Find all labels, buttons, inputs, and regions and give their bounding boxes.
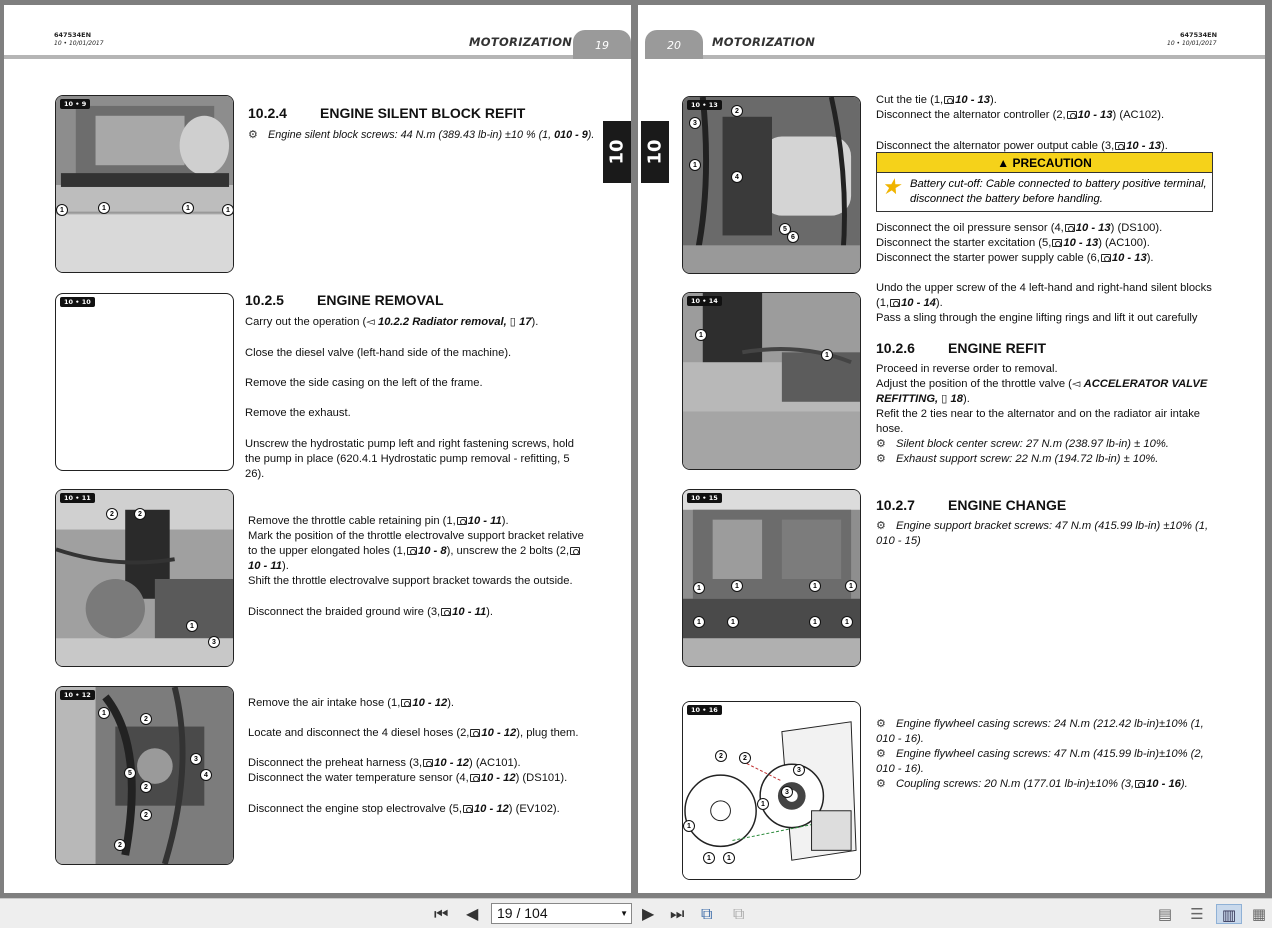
alternator-photo <box>683 97 860 273</box>
page-ref-icon: ▯ <box>506 316 516 328</box>
navigation-toolbar <box>0 898 1272 928</box>
warning-icon: ▲ <box>997 156 1013 170</box>
torque-wrench-icon: ⚙ <box>876 453 887 465</box>
first-page-icon[interactable]: ⏮ <box>434 904 449 923</box>
chapter-title: MOTORIZATION <box>469 35 573 49</box>
link-arrow-icon: ◅ <box>366 316 378 328</box>
flywheel-torque-text: ⚙ Engine flywheel casing screws: 24 N.m (212.42 lb-in)±10% (1, 010 - 16). ⚙ Engine flywheel casing screws: 47 N.m (415.99 lb-in)±10% (2, 010 - 16). ⚙ Coupling screws: 20 N.m (177.01 lb-in)±10% (3, 10 - 16). <box>876 718 1204 790</box>
torque-wrench-icon: ⚙ <box>248 129 258 141</box>
page-number-tab: 20 <box>645 30 703 59</box>
torque-wrench-icon: ⚙ <box>876 520 887 532</box>
go-forward-view-icon[interactable]: ⧉ <box>733 904 745 923</box>
continuous-facing-view-icon[interactable]: ▦ <box>1251 905 1267 923</box>
figure-10-14: 10 • 14 1 1 <box>682 292 861 470</box>
throttle-cable-text: Remove the throttle cable retaining pin (1, 10 - 11). Mark the position of the throttle electrovalve support bracket relative to the upper elongated holes (1, 10 - 8), unscrew the 2 bolts (2,10 - 11). Shift the throttle electrovalve support bracket towards the outside. Disconnect the braided ground wire (3, 10 - 11). <box>248 515 584 618</box>
header-rule <box>4 55 573 59</box>
doc-date: 10 • 10/01/2017 <box>1167 40 1217 47</box>
torque-wrench-icon: ⚙ <box>876 748 887 760</box>
next-page-icon[interactable]: ▶ <box>642 904 655 923</box>
engine-removal-text: Carry out the operation (◅ 10.2.2 Radiator removal, ▯ 17). Close the diesel valve (left-hand side of the machine). Remove the side casing on the left of the frame. Remove the exhaust. Unscrew the hydrostatic pump left and right fastening screws, hold the pump in place (620.4.1 Hydrostatic pump removal - refitting, 5 26). <box>245 316 574 480</box>
page-number-input[interactable]: 19 / 104 ▼ <box>491 903 632 924</box>
silent-block-photo <box>683 293 860 469</box>
torque-spec: ⚙ Engine silent block screws: 44 N.m (389.43 lb-in) ±10 % (1, 010 - 9). <box>248 129 595 141</box>
figure-10-16: 10 • 16 2 2 3 3 1 1 1 1 <box>682 701 861 880</box>
page-20 <box>638 5 1265 893</box>
precaution-box: ▲ PRECAUTION ★ Battery cut-off: Cable connected to battery positive terminal, disconnect the battery before handling. <box>876 152 1213 212</box>
page-number-tab: 19 <box>573 30 631 59</box>
engine-photo <box>56 96 233 272</box>
last-page-icon[interactable]: ⏭ <box>670 904 685 923</box>
alternator-text: Cut the tie (1, 10 - 13). Disconnect the alternator controller (2, 10 - 13) (AC102). Disconnect the alternator power output cable (3, 10 - 13). <box>876 94 1168 152</box>
engine-refit-text: Proceed in reverse order to removal. Adjust the position of the throttle valve (◅ ACCELERATOR VALVE REFITTING, ▯ 18). Refit the 2 ties near to the alternator and on the radiator air intake hose. ⚙ Silent block center screw: 27 N.m (238.97 lb-in) ± 10%. ⚙ Exhaust support screw: 22 N.m (194.72 lb-in) ± 10%. <box>876 363 1208 465</box>
figure-10-13: 10 • 13 2 3 1 4 5 6 <box>682 96 861 274</box>
accelerator-valve-link[interactable]: ACCELERATOR VALVE REFITTING, <box>876 378 1208 405</box>
sensor-text: Disconnect the oil pressure sensor (4, 10 - 13) (DS100). Disconnect the starter excitation (5, 10 - 13) (AC100). Disconnect the starter power supply cable (6, 10 - 13). <box>876 222 1163 264</box>
torque-wrench-icon: ⚙ <box>876 778 887 790</box>
doc-date: 10 • 10/01/2017 <box>54 40 104 47</box>
figure-10-12: 10 • 12 1 2 3 4 5 2 2 2 <box>55 686 234 865</box>
figure-10-9: 10 • 9 1 1 1 1 <box>55 95 234 273</box>
facing-pages-view-icon[interactable]: ▥ <box>1216 904 1242 924</box>
torque-wrench-icon: ⚙ <box>876 718 887 730</box>
section-10-2-5-heading: 10.2.5 ENGINE REMOVAL <box>245 292 444 308</box>
chevron-down-icon[interactable]: ▼ <box>620 909 628 918</box>
continuous-view-icon[interactable]: ☰ <box>1190 905 1204 923</box>
figure-10-15: 10 • 15 1 1 1 1 1 1 1 1 <box>682 489 861 667</box>
section-10-2-6-heading: 10.2.6 ENGINE REFIT <box>876 340 1047 356</box>
air-intake-text: Remove the air intake hose (1, 10 - 12). Locate and disconnect the 4 diesel hoses (2, 10 - 12), plug them. Disconnect the preheat harness (3, 10 - 12) (AC101). Disconnect the water temperature sensor (4, 10 - 12) (DS101). Disconnect the engine stop electrovalve (5, 10 - 12) (EV102). <box>248 697 579 815</box>
star-icon: ★ <box>881 174 901 199</box>
section-10-2-7-heading: 10.2.7 ENGINE CHANGE <box>876 497 1067 513</box>
single-page-view-icon[interactable]: ▤ <box>1157 905 1173 923</box>
chapter-title: MOTORIZATION <box>712 35 816 49</box>
torque-wrench-icon: ⚙ <box>876 438 887 450</box>
figure-10-11: 10 • 11 2 2 1 3 <box>55 489 234 667</box>
doc-id: 647534EN <box>1180 31 1218 39</box>
doc-id: 647534EN <box>54 31 92 39</box>
previous-page-icon[interactable]: ◀ <box>466 904 479 923</box>
figure-10-10: 10 • 10 <box>55 293 234 471</box>
radiator-removal-link[interactable]: 10.2.2 Radiator removal, <box>377 316 507 328</box>
header-rule <box>703 55 1265 59</box>
chapter-tab: 10 <box>603 121 631 183</box>
section-10-2-4-heading: 10.2.4 ENGINE SILENT BLOCK REFIT <box>248 105 526 121</box>
chapter-tab: 10 <box>641 121 669 183</box>
go-back-view-icon[interactable]: ⧉ <box>701 904 713 923</box>
silent-block-text: Undo the upper screw of the 4 left-hand and right-hand silent blocks (1, 10 - 14). Pass a sling through the engine lifting rings and lift it out carefully <box>876 282 1212 324</box>
engine-change-torque: ⚙ Engine support bracket screws: 47 N.m (415.99 lb-in) ±10% (1, 010 - 15) <box>876 520 1209 547</box>
engine-block-photo <box>683 490 860 666</box>
page-19 <box>4 5 631 893</box>
